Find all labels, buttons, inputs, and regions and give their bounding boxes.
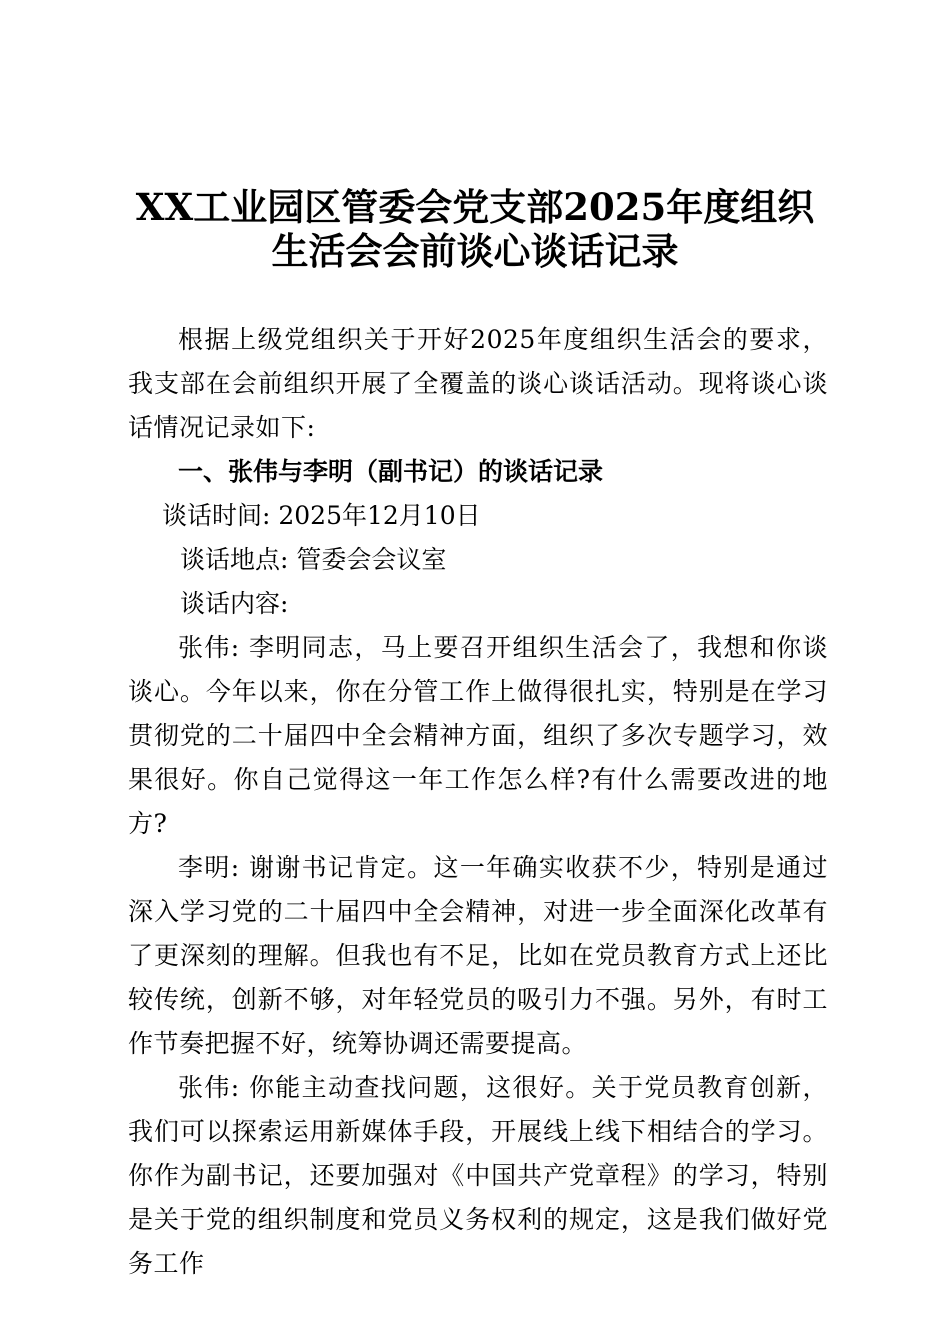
- document-body: [128, 318, 828, 1286]
- dialogue-paragraph: 李明: 谢谢书记肯定。这一年确实收获不少，特别是通过深入学习党的二十届四中全会精神，对进一步全面深化改革有了更深刻的理解。但我也有不足，比如在党员教育方式上还比较传统，创新不够，对年轻党员的吸引力不强。另外，有时工作节奏把握不好，统筹协调还需要提高。: [128, 853, 828, 1058]
- dialogue-paragraph: 张伟: 你能主动查找问题，这很好。关于党员教育创新，我们可以探索运用新媒体手段，开展线上线下相结合的学习。你作为副书记，还要加强对《中国共产党章程》的学习，特别是关于党的组织制度和党员义务权利的规定，这是我们做好党务工作: [128, 1073, 828, 1278]
- talk-place: 谈话地点: 管委会会议室: [180, 545, 447, 574]
- section-heading: 一、张伟与李明（副书记）的谈话记录: [178, 457, 604, 486]
- document-title-line-1: XX工业园区管委会党支部2025年度组织: [135, 185, 815, 229]
- talk-time: 谈话时间: 2025年12月10日: [162, 501, 481, 530]
- dialogue-paragraph: 张伟: 李明同志，马上要召开组织生活会了，我想和你谈谈心。今年以来，你在分管工作上做得很扎实，特别是在学习贯彻党的二十届四中全会精神方面，组织了多次专题学习，效果很好。你自己觉得这一年工作怎么样?有什么需要改进的地方?: [128, 633, 828, 838]
- talk-content-label: 谈话内容:: [180, 589, 289, 618]
- intro-paragraph: 根据上级党组织关于开好2025年度组织生活会的要求，我支部在会前组织开展了全覆盖的谈心谈话活动。现将谈心谈话情况记录如下:: [128, 325, 828, 442]
- document-title-line-2: 生活会会前谈心谈话记录: [271, 229, 679, 273]
